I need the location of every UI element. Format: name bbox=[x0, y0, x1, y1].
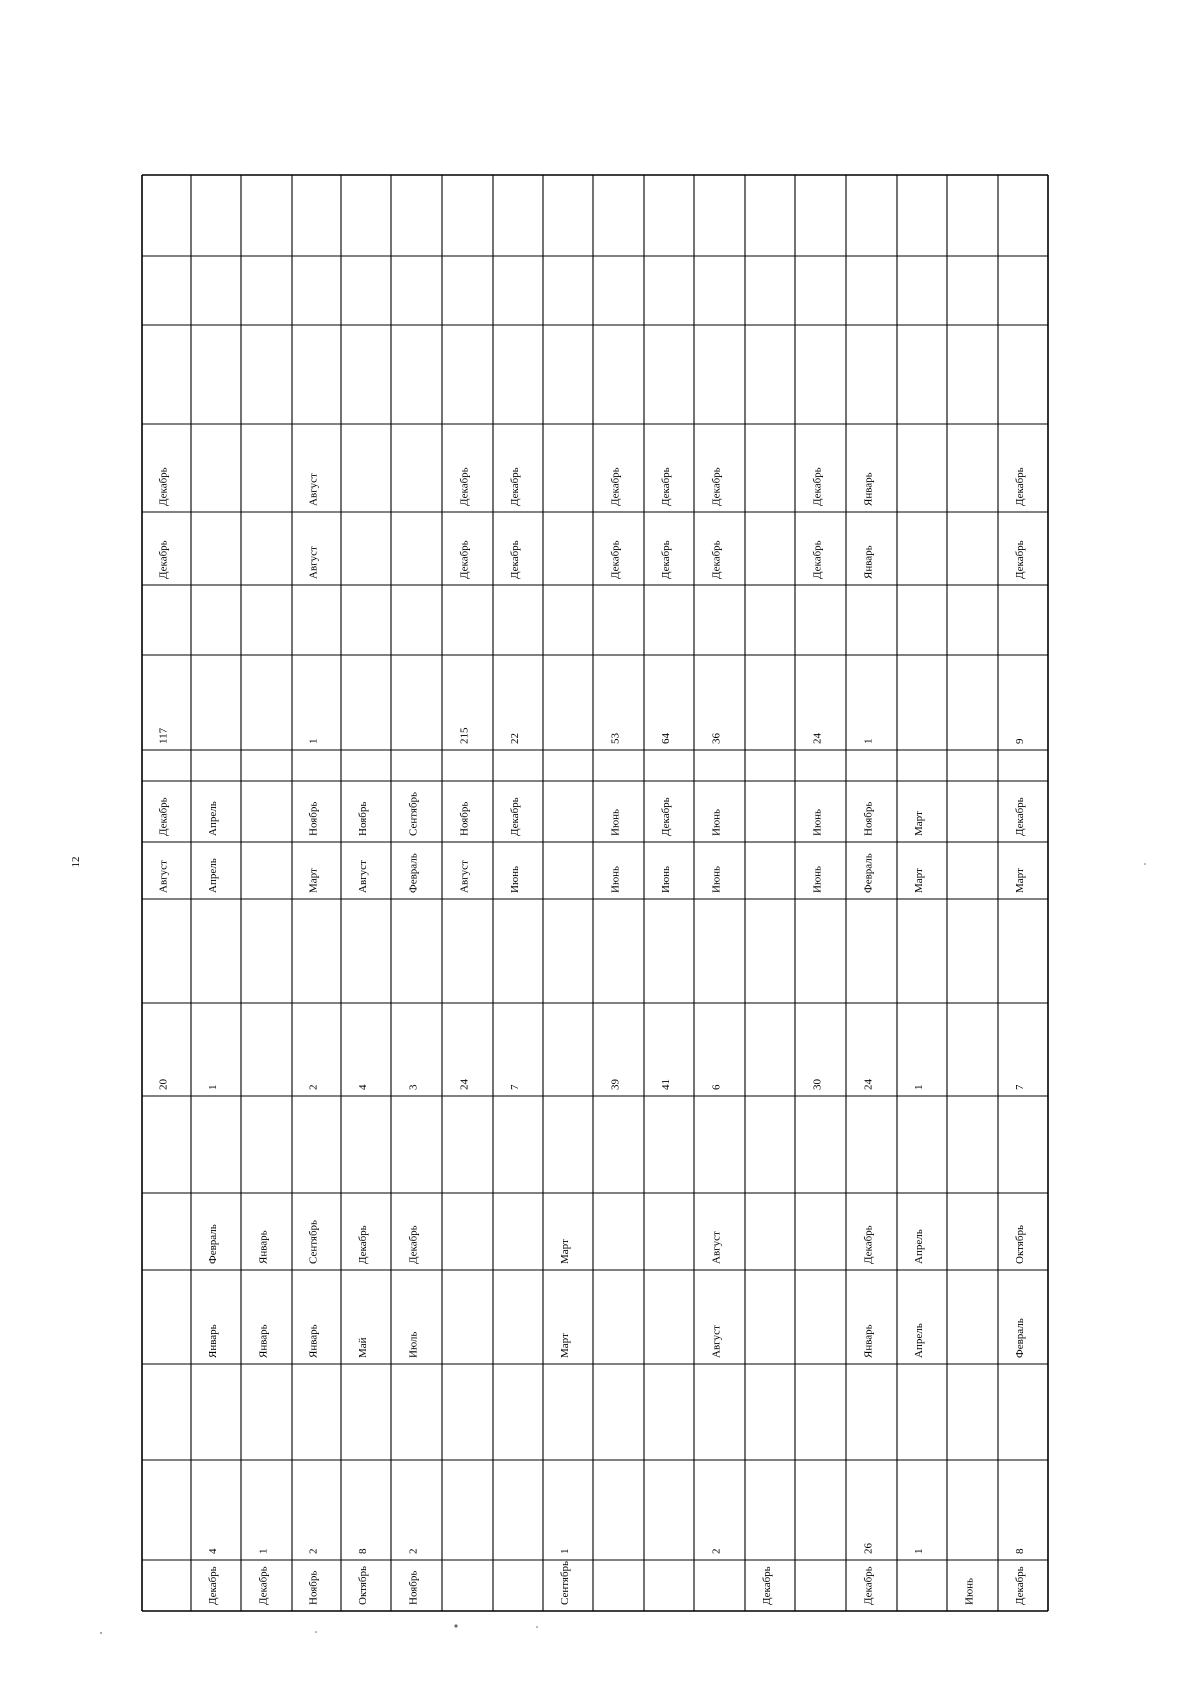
table-cell: 1 bbox=[862, 738, 875, 744]
table-cell: Ноябрь bbox=[862, 801, 875, 836]
table-cell: Декабрь bbox=[458, 540, 471, 579]
table-cell: Декабрь bbox=[609, 467, 622, 506]
table-cell: 4 bbox=[207, 1548, 219, 1554]
table-cell: 41 bbox=[660, 1079, 672, 1090]
table-cell: Февраль bbox=[1014, 1318, 1026, 1358]
table-cell: Июнь bbox=[509, 865, 521, 893]
table-cell: Август bbox=[458, 860, 471, 893]
table-cell: 2 bbox=[307, 1548, 320, 1554]
table-cell: Февраль bbox=[407, 853, 420, 893]
table-cell: Март bbox=[913, 811, 925, 836]
table-cell: Июнь bbox=[609, 808, 622, 836]
table-cell: Август bbox=[710, 1325, 723, 1358]
table-cell: Декабрь bbox=[157, 797, 170, 836]
table-cell: 20 bbox=[157, 1079, 170, 1090]
table-cell: Декабрь bbox=[509, 467, 521, 506]
table-cell: 22 bbox=[509, 733, 521, 744]
table-cell: Декабрь bbox=[660, 467, 672, 506]
table-cell: Декабрь bbox=[157, 467, 170, 506]
table-cell: 1 bbox=[913, 1084, 925, 1090]
table-cell: 64 bbox=[660, 733, 672, 744]
table-cell: 39 bbox=[609, 1079, 622, 1090]
table-cell: Апрель bbox=[207, 801, 219, 836]
table-cell: 2 bbox=[710, 1548, 723, 1554]
table-cell: Апрель bbox=[207, 858, 219, 893]
table-cell: Декабрь bbox=[811, 540, 824, 579]
table-cell: Октябрь bbox=[357, 1566, 369, 1605]
table-cell: Август bbox=[307, 473, 320, 506]
table-cell: Сентябрь bbox=[407, 791, 420, 836]
table-cell: Декабрь bbox=[357, 1225, 369, 1264]
table-cell: 7 bbox=[509, 1084, 521, 1090]
table-cell: Июнь bbox=[710, 865, 723, 893]
page-number: 12 bbox=[70, 856, 82, 868]
table-cell: Февраль bbox=[862, 853, 875, 893]
table-cell: 1 bbox=[307, 738, 320, 744]
table-cell: Декабрь bbox=[862, 1225, 875, 1264]
table-cell: Декабрь bbox=[509, 540, 521, 579]
table-cell: 30 bbox=[811, 1079, 824, 1090]
table-cell: Апрель bbox=[913, 1229, 925, 1264]
table-cell: Июнь bbox=[710, 808, 723, 836]
table-cell: Февраль bbox=[207, 1224, 219, 1264]
table-cell: 36 bbox=[710, 733, 723, 744]
table-cell: Декабрь bbox=[1014, 540, 1026, 579]
table-cell: 8 bbox=[1014, 1548, 1026, 1554]
table-cell: Декабрь bbox=[710, 540, 723, 579]
table-cell: Ноябрь bbox=[307, 1570, 320, 1605]
table-cell: Декабрь bbox=[811, 467, 824, 506]
table-cell: 6 bbox=[710, 1084, 723, 1090]
table-cell: Сентябрь bbox=[307, 1219, 320, 1264]
table-cell: Сентябрь bbox=[559, 1560, 571, 1605]
table-cell: Декабрь bbox=[207, 1566, 219, 1605]
table-cell: Январь bbox=[257, 1230, 270, 1264]
table-cell: Январь bbox=[207, 1324, 219, 1358]
table-cell: Апрель bbox=[913, 1323, 925, 1358]
table-cell: Декабрь bbox=[1014, 1566, 1026, 1605]
table-cell: 9 bbox=[1014, 738, 1026, 744]
table-cell: Ноябрь bbox=[407, 1570, 420, 1605]
table-cell: Июнь bbox=[963, 1577, 976, 1605]
table-cell: 4 bbox=[357, 1084, 369, 1090]
table-cell: Январь bbox=[257, 1324, 270, 1358]
table-cell: 26 bbox=[862, 1543, 875, 1554]
table-cell: Август bbox=[157, 860, 170, 893]
table-cell: 1 bbox=[207, 1084, 219, 1090]
table-cell: Август bbox=[307, 546, 320, 579]
table-cell: Март bbox=[913, 868, 925, 893]
table-cell: Ноябрь bbox=[357, 801, 369, 836]
table-cell: Декабрь bbox=[862, 1566, 875, 1605]
table-cell: Январь bbox=[862, 545, 875, 579]
table-cell: 53 bbox=[609, 733, 622, 744]
table-cell: Март bbox=[307, 868, 320, 893]
table-cell: Июнь bbox=[660, 865, 672, 893]
table-cell: 215 bbox=[458, 727, 471, 744]
table-cell: Декабрь bbox=[1014, 467, 1026, 506]
table-cell: Август bbox=[357, 860, 369, 893]
table-cell: Июнь bbox=[811, 808, 824, 836]
table-cell: Март bbox=[1014, 868, 1026, 893]
table-cell: Декабрь bbox=[1014, 797, 1026, 836]
table-cell: Январь bbox=[862, 472, 875, 506]
table-cell: Декабрь bbox=[710, 467, 723, 506]
table-cell: Июнь bbox=[609, 865, 622, 893]
table-cell: 3 bbox=[407, 1084, 420, 1090]
table-cell: Октябрь bbox=[1014, 1225, 1026, 1264]
table-cell: Декабрь bbox=[609, 540, 622, 579]
table-cell: Декабрь bbox=[509, 797, 521, 836]
table-cell: Декабрь bbox=[660, 797, 672, 836]
table-cell: Март bbox=[559, 1333, 571, 1358]
table-cell: Декабрь bbox=[157, 540, 170, 579]
table-cell: Ноябрь bbox=[458, 801, 471, 836]
table-cell: 2 bbox=[407, 1548, 420, 1554]
table-cell: Июль bbox=[407, 1331, 420, 1358]
table-cell: Июнь bbox=[811, 865, 824, 893]
table-cell: Декабрь bbox=[458, 467, 471, 506]
table-cell: Декабрь bbox=[257, 1566, 270, 1605]
table-cell: Март bbox=[559, 1239, 571, 1264]
table-cell: Январь bbox=[307, 1324, 320, 1358]
table-cell: Январь bbox=[862, 1324, 875, 1358]
table-cell: 1 bbox=[559, 1548, 571, 1554]
table-cell: Май bbox=[357, 1337, 369, 1358]
table-cell: 1 bbox=[913, 1548, 925, 1554]
table-cell: Декабрь bbox=[407, 1225, 420, 1264]
table-cell: 7 bbox=[1014, 1084, 1026, 1090]
table-cell: 1 bbox=[257, 1548, 270, 1554]
table-cell: 117 bbox=[157, 727, 170, 744]
table-cell: 8 bbox=[357, 1548, 369, 1554]
table-cell: Ноябрь bbox=[307, 801, 320, 836]
table-cell: Декабрь bbox=[660, 540, 672, 579]
table-cell: Декабрь bbox=[761, 1566, 773, 1605]
table-cell: 2 bbox=[307, 1084, 320, 1090]
table-cell: 24 bbox=[458, 1079, 471, 1090]
table-cell: 24 bbox=[862, 1079, 875, 1090]
table-cell: Август bbox=[710, 1231, 723, 1264]
table-cell: 24 bbox=[811, 733, 824, 744]
